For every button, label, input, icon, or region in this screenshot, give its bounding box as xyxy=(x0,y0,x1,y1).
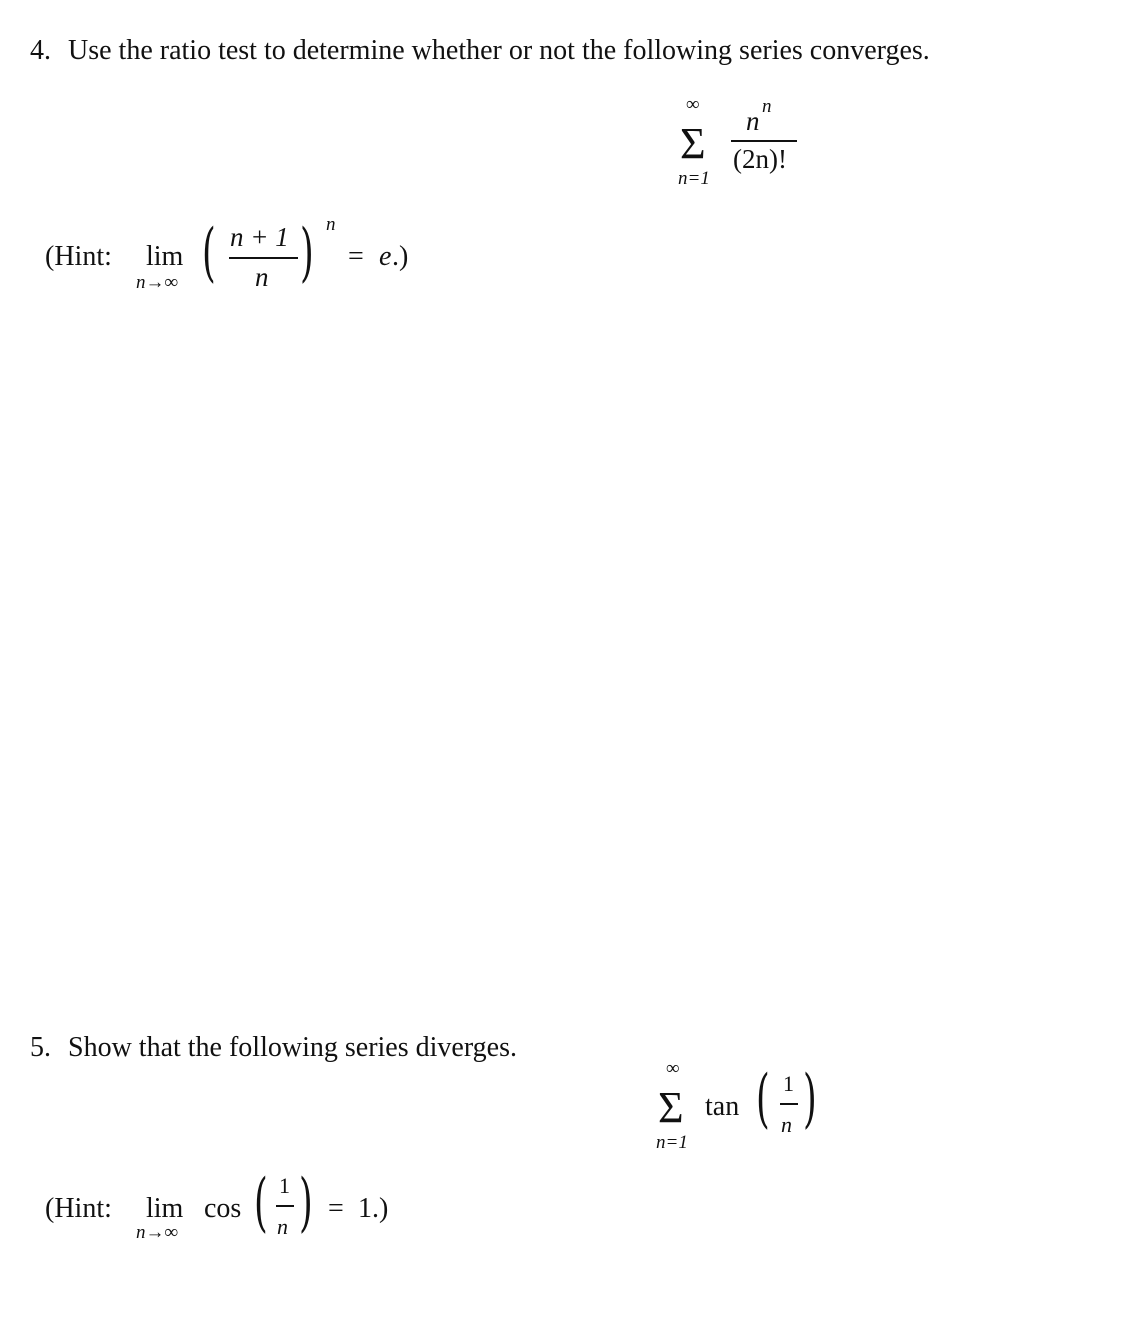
tan-fraction-bar xyxy=(780,1103,798,1105)
right-paren: ) xyxy=(803,1062,817,1136)
sum-upper-limit: ∞ xyxy=(686,94,700,115)
lim-operator: lim xyxy=(146,1193,184,1224)
hint-open: (Hint: xyxy=(45,241,112,272)
hint-frac-denominator: n xyxy=(255,262,269,292)
cos-frac-denominator: n xyxy=(277,1214,288,1239)
fraction-bar xyxy=(731,140,797,142)
numerator-exponent: n xyxy=(762,96,772,117)
tan-frac-denominator: n xyxy=(781,1112,792,1137)
lim-subscript: n→∞ xyxy=(136,1222,179,1243)
problem-5-number: 5. xyxy=(30,1032,51,1063)
sigma-symbol: Σ xyxy=(658,1083,684,1132)
right-paren: ) xyxy=(300,216,314,290)
problem-4-number: 4. xyxy=(30,35,51,66)
hint-open: (Hint: xyxy=(45,1193,112,1224)
lim-subscript: n→∞ xyxy=(136,272,179,293)
tan-function: tan xyxy=(705,1091,740,1122)
problem-5-statement: Show that the following series diverges. xyxy=(68,1032,517,1063)
hint-fraction-bar xyxy=(229,257,298,259)
cos-fraction-bar xyxy=(276,1205,294,1207)
hint-value: e xyxy=(379,241,392,272)
right-paren: ) xyxy=(299,1166,313,1240)
left-paren: ( xyxy=(254,1166,268,1240)
sum-lower-limit: n=1 xyxy=(656,1132,688,1153)
hint-frac-numerator: n + 1 xyxy=(230,222,289,252)
denominator: (2n)! xyxy=(733,144,787,174)
problem-4-statement: Use the ratio test to determine whether or not the following series converges. xyxy=(68,35,930,66)
hint-value: 1.) xyxy=(358,1193,389,1224)
sum-upper-limit: ∞ xyxy=(666,1058,680,1079)
hint-equals: = xyxy=(348,241,364,272)
hint-equals: = xyxy=(328,1193,344,1224)
sigma-symbol: Σ xyxy=(680,119,706,168)
lim-operator: lim xyxy=(146,241,184,272)
hint-exponent: n xyxy=(326,214,336,235)
tan-frac-numerator: 1 xyxy=(783,1071,794,1096)
hint-close: .) xyxy=(392,241,409,272)
numerator-base: n xyxy=(746,106,760,136)
cos-frac-numerator: 1 xyxy=(279,1173,290,1198)
sum-lower-limit: n=1 xyxy=(678,168,710,189)
left-paren: ( xyxy=(202,216,216,290)
left-paren: ( xyxy=(756,1062,770,1136)
cos-function: cos xyxy=(204,1193,242,1224)
